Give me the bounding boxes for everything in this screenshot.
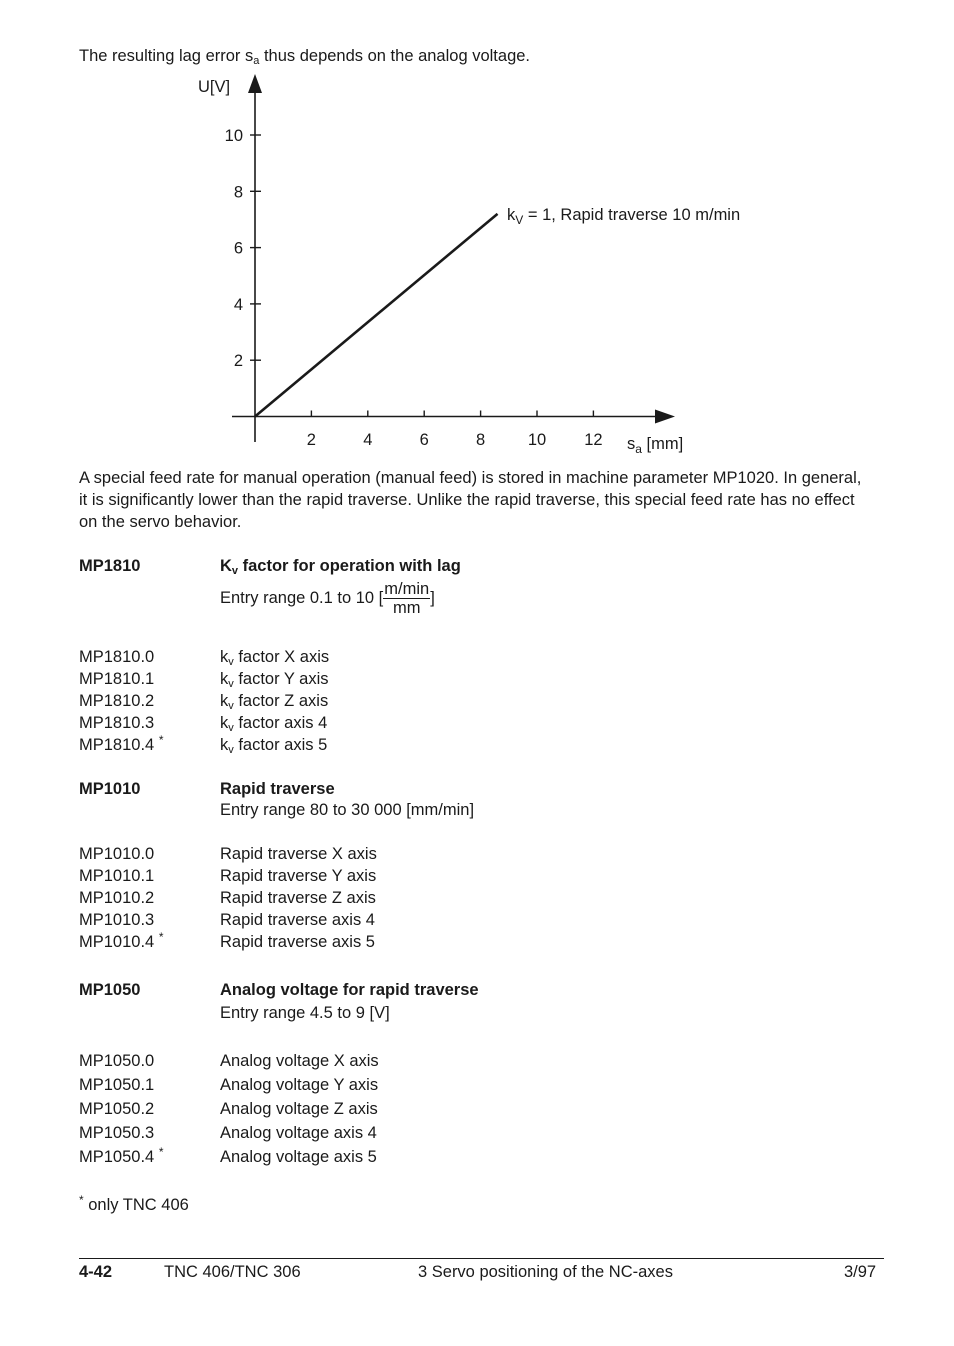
param-description: Rapid traverse Z axis	[220, 889, 376, 907]
footer-rule	[79, 1258, 884, 1259]
param-code: MP1050.0	[79, 1052, 155, 1070]
param-code: MP1050.2	[79, 1100, 155, 1118]
footer-product: TNC 406/TNC 306	[164, 1263, 301, 1281]
mp1050-title: Analog voltage for rapid traverse	[220, 981, 479, 999]
footnote-marker: *	[158, 930, 164, 944]
mp1010-title: Rapid traverse	[220, 780, 335, 798]
param-code: MP1810.0	[79, 648, 155, 666]
mp1810-title: $K_v$ factor for operation with lag	[220, 557, 461, 577]
param-code: MP1050.4 *	[79, 1145, 164, 1166]
param-description: Rapid traverse axis 4	[220, 911, 375, 929]
x-axis-arrow	[655, 410, 675, 424]
footer-chapter: 3 Servo positioning of the NC-axes	[418, 1263, 673, 1281]
param-description: Analog voltage Y axis	[220, 1076, 379, 1094]
x-tick-label: 10	[527, 431, 547, 449]
param-code: MP1810.4 *	[79, 733, 164, 754]
series-line	[255, 214, 498, 417]
param-description: $k_v$ factor Z axis	[220, 692, 329, 712]
mp1810-code: MP1810	[79, 557, 141, 575]
footnote-marker: *	[158, 733, 164, 747]
param-description: $k_v$ factor X axis	[220, 648, 330, 668]
x-tick-label: 6	[419, 431, 429, 449]
param-code: MP1810.1	[79, 670, 155, 688]
param-code: MP1010.1	[79, 867, 155, 885]
x-tick-label: 8	[476, 431, 486, 449]
y-tick-label: 10	[224, 127, 243, 145]
param-code: MP1050.3	[79, 1124, 155, 1142]
mp1050-code: MP1050	[79, 981, 141, 999]
footnote: * only TNC 406	[79, 1193, 189, 1214]
page-number: 4-42	[79, 1263, 113, 1281]
lag-error-chart	[0, 60, 954, 460]
param-description: Rapid traverse X axis	[220, 845, 377, 863]
param-description: Analog voltage X axis	[220, 1052, 379, 1070]
intro-text: The resulting lag error $s_a$ thus depends on the analog voltage.	[79, 47, 531, 67]
param-code: MP1010.4 *	[79, 930, 164, 951]
x-axis-label: $s_a$ [mm]	[627, 435, 684, 456]
chart-axes	[232, 74, 675, 442]
param-description: Analog voltage axis 4	[220, 1124, 377, 1142]
param-description: Rapid traverse axis 5	[220, 933, 375, 951]
param-description: $k_v$ factor axis 4	[220, 714, 328, 734]
mp1050-range: Entry range 4.5 to 9 [V]	[220, 1004, 390, 1022]
param-code: MP1050.1	[79, 1076, 155, 1094]
chart-series	[255, 214, 498, 417]
y-tick-label: 4	[233, 295, 243, 314]
x-tick-label: 4	[363, 431, 373, 449]
mp1810-range: Entry range 0.1 to 10 [ $\frac{m/\min}{mm}$ ]	[220, 580, 435, 618]
param-code: MP1010.0	[79, 845, 155, 863]
param-code: MP1810.3	[79, 714, 155, 732]
param-code: MP1810.2	[79, 692, 155, 710]
y-axis-label: U[V]	[198, 78, 231, 96]
y-tick-label: 8	[233, 183, 243, 202]
x-tick-label: 12	[584, 431, 603, 449]
series-annotation: $k_V = 1$, Rapid traverse 10 m/min	[507, 206, 741, 227]
manual-feed-paragraph: A special feed rate for manual operation (manual feed) is stored in machine parameter MP1020. In general, it is significantly lower than the rapid traverse. Unlike the rapid traverse, this special feed rate has no effect on the servo behavior.	[79, 469, 862, 531]
y-tick-label: 6	[233, 239, 243, 258]
y-tick-label: 2	[233, 352, 243, 371]
footer-date: 3/97	[844, 1263, 877, 1281]
param-description: $k_v$ factor Y axis	[220, 670, 329, 690]
param-description: Analog voltage Z axis	[220, 1100, 378, 1118]
param-description: Analog voltage axis 5	[220, 1148, 377, 1166]
param-description: Rapid traverse Y axis	[220, 867, 377, 885]
unit-fraction: $\frac{m/\min}{mm}$	[384, 580, 430, 618]
mp1010-range: Entry range 80 to 30 000 [mm/min]	[220, 801, 475, 819]
mp1010-code: MP1010	[79, 780, 141, 798]
param-code: MP1010.2	[79, 889, 155, 907]
param-description: $k_v$ factor axis 5	[220, 736, 328, 756]
footnote-marker: *	[158, 1145, 164, 1159]
x-tick-label: 2	[306, 431, 316, 449]
y-axis-arrow	[248, 74, 262, 93]
param-code: MP1010.3	[79, 911, 155, 929]
